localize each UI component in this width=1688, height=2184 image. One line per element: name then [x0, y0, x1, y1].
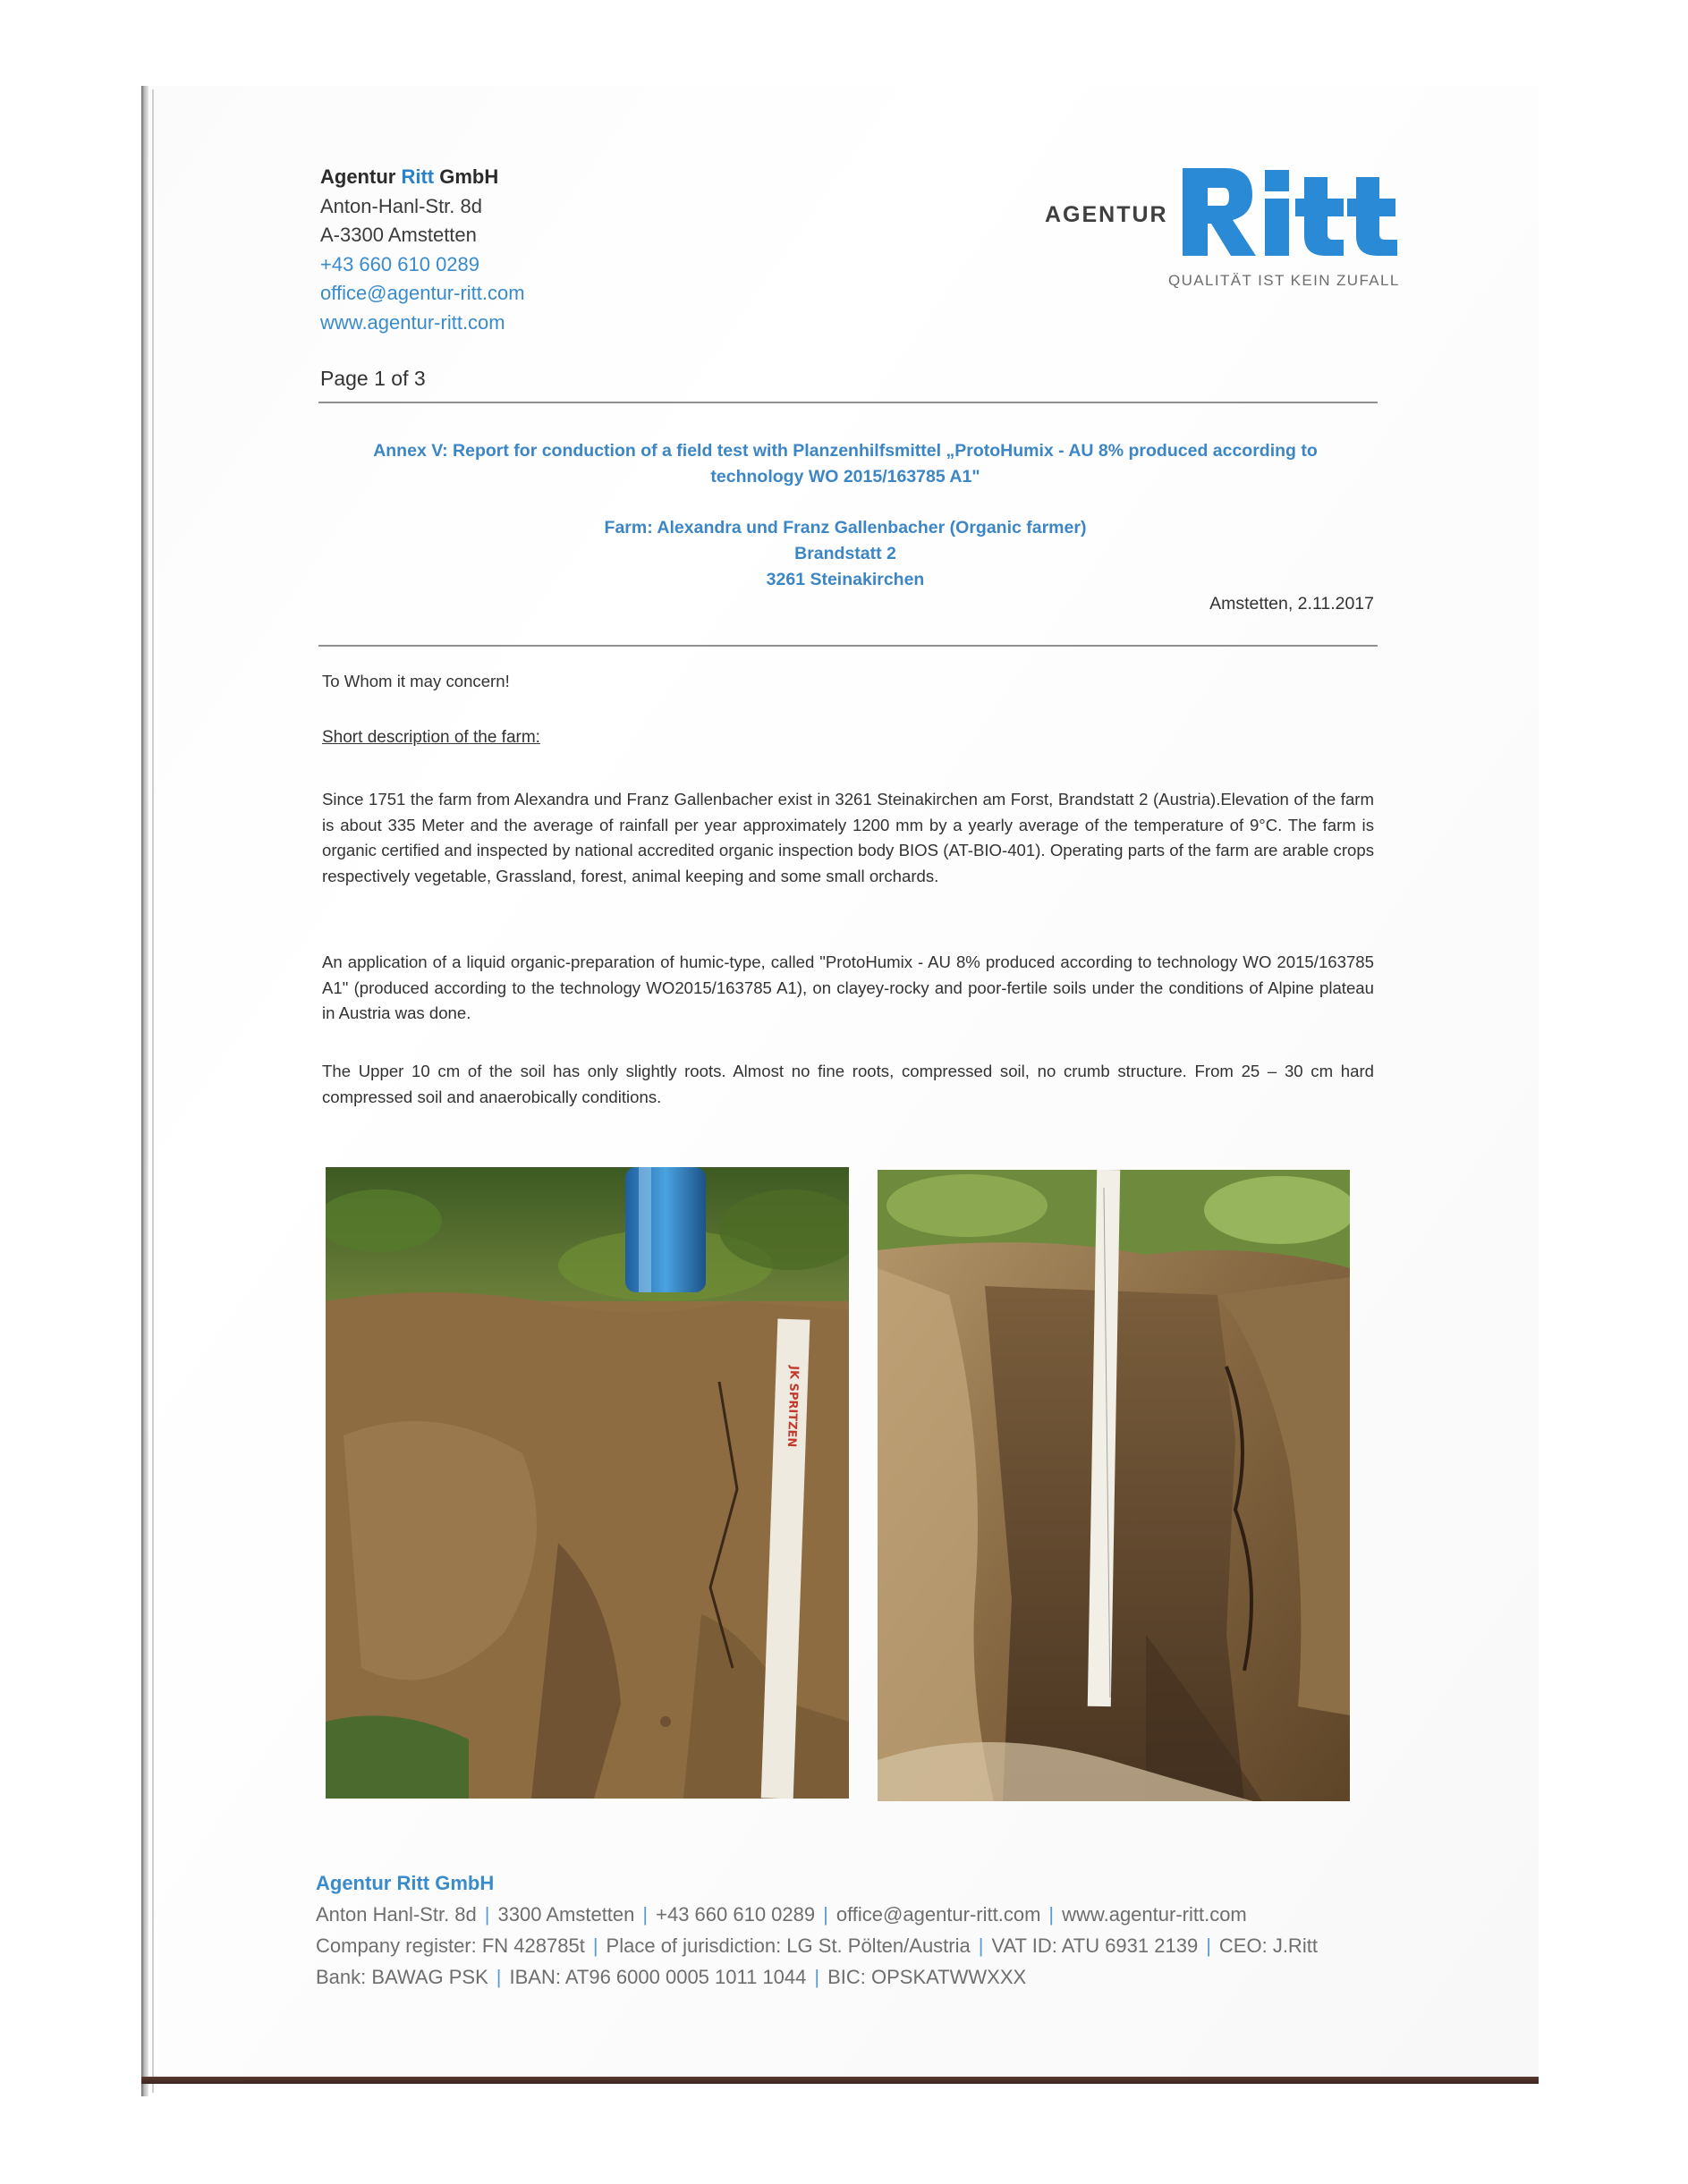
sender-website[interactable]: www.agentur-ritt.com: [320, 310, 505, 334]
paper-edge-left-inner: [152, 89, 154, 2093]
footer-phone[interactable]: +43 660 610 0289: [656, 1903, 816, 1926]
footer-contact-line: [316, 1899, 1318, 1930]
footer-legal-line: [316, 1930, 1318, 1961]
footer-separator: |: [484, 1903, 490, 1926]
footer-bic: BIC: OPSKATWWXXX: [827, 1966, 1027, 1988]
ruler-label: JK SPRITZEN: [784, 1365, 801, 1448]
annex-title-line1: Annex V: Report for conduction of a field test with Planzenhilfsmittel „ProtoHumix - AU 8% produced according to: [373, 441, 1318, 461]
footer-separator: |: [814, 1966, 820, 1988]
soil-photo-right-image: [878, 1170, 1350, 1801]
footer-separator: |: [496, 1966, 502, 1988]
footer-bank: Bank: BAWAG PSK: [316, 1966, 488, 1988]
farm-city: 3261 Steinakirchen: [766, 570, 925, 589]
application-paragraph: An application of a liquid organic-preparation of humic-type, called "ProtoHumix - AU 8% produced according to technology WO 2015/163785 A1" (produced according to the technology WO2015/163785 A1), on clayey-rocky and poor-fertile soils under the conditions of Alpine plateau in Austria was done.: [322, 952, 1374, 1022]
farm-street: Brandstatt 2: [794, 544, 896, 563]
title-rule: [318, 645, 1378, 647]
footer-bank-line: [316, 1961, 1318, 1993]
sender-email[interactable]: office@agentur-ritt.com: [320, 282, 525, 304]
footer-website[interactable]: www.agentur-ritt.com: [1062, 1903, 1247, 1926]
sender-street: Anton-Hanl-Str. 8d: [320, 194, 482, 217]
sender-company: [320, 163, 525, 192]
footer-vat-id: VAT ID: ATU 6931 2139: [991, 1934, 1199, 1957]
farm-name: Farm: Alexandra und Franz Gallenbacher (Organic farmer): [604, 518, 1087, 538]
footer-separator: |: [642, 1903, 649, 1926]
footer-separator: |: [1206, 1934, 1211, 1957]
logo-ritt-mark: [1179, 163, 1421, 261]
footer-jurisdiction: Place of jurisdiction: LG St. Pölten/Austria: [606, 1934, 971, 1957]
soil-photo-right: [878, 1170, 1350, 1801]
footer-separator: |: [823, 1903, 828, 1926]
soil-observation-paragraph: The Upper 10 cm of the soil has only slightly roots. Almost no fine roots, compressed soil, no crumb structure. From 25 – 30 cm hard compressed soil and anaerobically conditions.: [322, 1062, 1374, 1106]
company-logo: [1045, 163, 1421, 297]
company-brand: Ritt: [401, 165, 435, 188]
sender-city: A-3300 Amstetten: [320, 224, 477, 246]
sender-address: [320, 163, 525, 337]
farm-address: [519, 515, 1172, 593]
annex-title: [340, 438, 1351, 490]
annex-title-line2: technology WO 2015/163785 A1": [710, 467, 980, 487]
footer: [316, 1867, 1318, 1993]
logo-agentur-text: AGENTUR: [1045, 202, 1168, 227]
place-date: Amstetten, 2.11.2017: [1209, 594, 1374, 614]
company-suffix: GmbH: [434, 165, 499, 188]
header-rule: [318, 402, 1378, 403]
footer-separator: |: [1048, 1903, 1055, 1926]
footer-company-register: Company register: FN 428785t: [316, 1934, 585, 1957]
footer-company: Agentur Ritt GmbH: [316, 1872, 495, 1894]
footer-separator: |: [592, 1934, 598, 1957]
company-prefix: Agentur: [320, 165, 402, 188]
logo-slogan: QUALITÄT IST KEIN ZUFALL: [1168, 272, 1400, 289]
footer-street: Anton Hanl-Str. 8d: [316, 1903, 477, 1926]
paper-edge-bottom: [141, 2077, 1539, 2084]
footer-email[interactable]: office@agentur-ritt.com: [836, 1903, 1041, 1926]
page-number: Page 1 of 3: [320, 367, 426, 390]
soil-photo-left: [326, 1167, 849, 1799]
footer-iban: IBAN: AT96 6000 0005 1011 1044: [509, 1966, 807, 1988]
footer-ceo: CEO: J.Ritt: [1218, 1934, 1318, 1957]
footer-city: 3300 Amstetten: [497, 1903, 635, 1926]
footer-separator: |: [978, 1934, 984, 1957]
soil-photo-left-image: [326, 1167, 849, 1799]
salutation: To Whom it may concern!: [322, 672, 510, 690]
sender-phone[interactable]: +43 660 610 0289: [320, 252, 480, 275]
paper-edge-left: [141, 86, 148, 2096]
section-heading: Short description of the farm:: [322, 728, 540, 747]
farm-description-paragraph: Since 1751 the farm from Alexandra und Franz Gallenbacher exist in 3261 Steinakirchen am Forst, Brandstatt 2 (Austria).Elevation of the farm is about 335 Meter and the average of rainfall per year approximately 1200 mm by a yearly average of the temperature of 9°C. The farm is organic certified and inspected by national accredited organic inspection body BIOS (AT-BIO-401). Operating parts of the farm are arable crops respectively vegetable, Grassland, forest, animal keeping and some small orchards.: [322, 790, 1374, 885]
